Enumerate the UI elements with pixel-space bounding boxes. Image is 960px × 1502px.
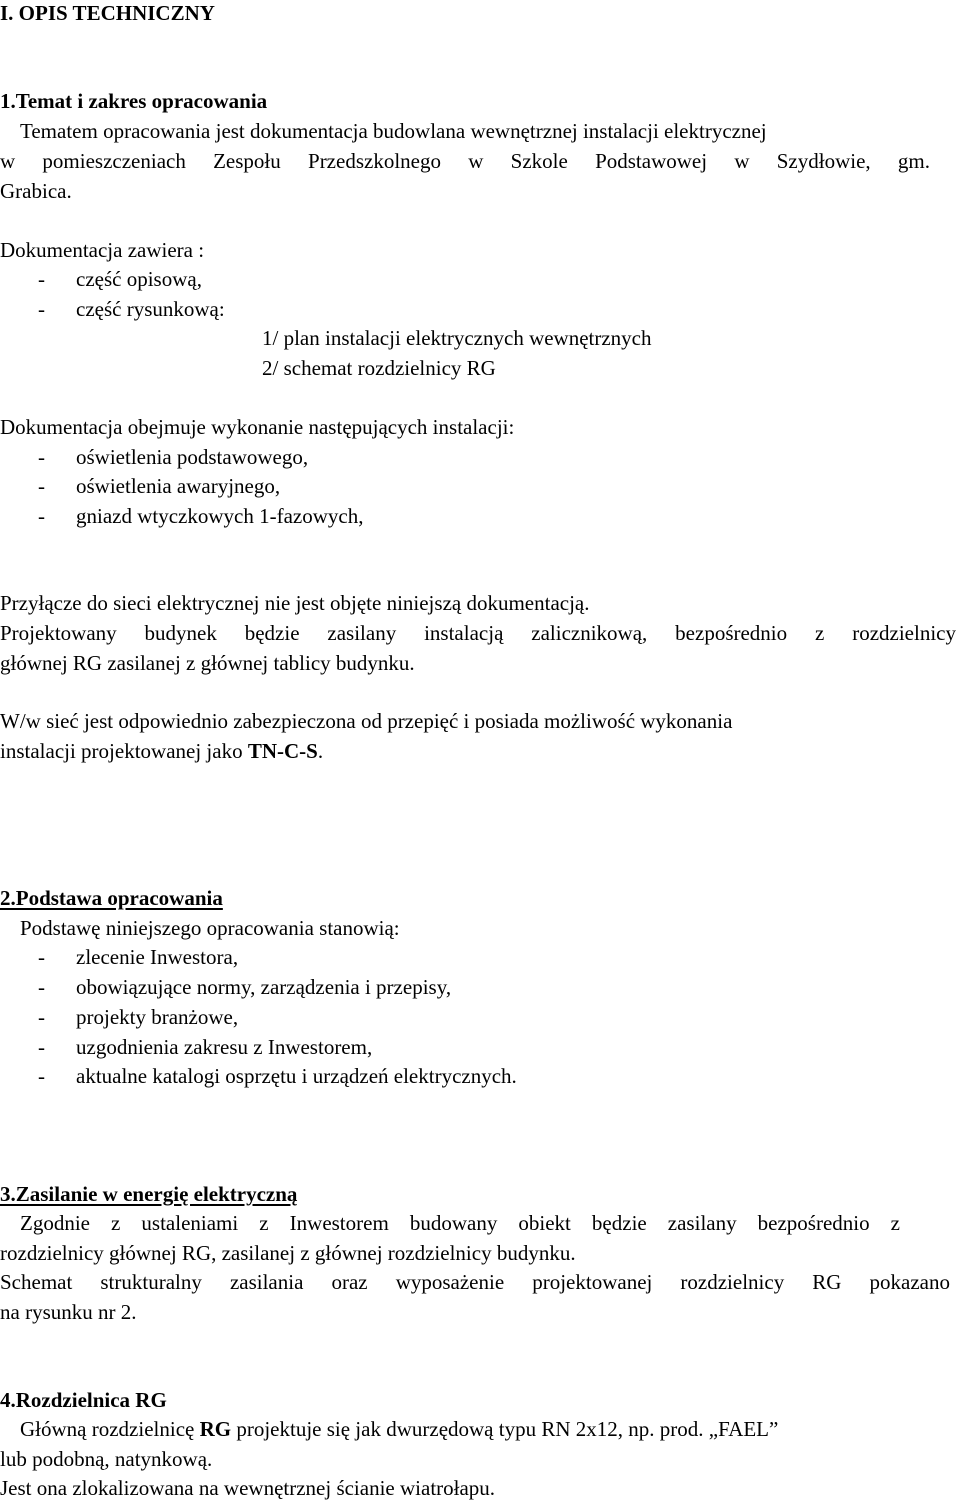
sec4-line-3: Jest ona zlokalizowana na wewnętrznej ścianie wiatrołapu.	[0, 1476, 496, 1500]
sec1-paragraph-line-2: w pomieszczeniach Zespołu Przedszkolnego w Szkole Podstawowej w Szydłowie, gm.	[0, 149, 930, 173]
sec3-line-1: Zgodnie z ustaleniami z Inwestorem budowany obiekt będzie zasilany bezpośrednio z	[20, 1211, 900, 1235]
list-item-text: gniazd wtyczkowych 1-fazowych,	[76, 504, 364, 528]
list-dash: -	[38, 945, 45, 969]
section-2-heading: 2.Podstawa opracowania	[0, 886, 223, 910]
list-dash: -	[38, 1064, 45, 1088]
list-dash: -	[38, 474, 45, 498]
section-1-heading: 1.Temat i zakres opracowania	[0, 89, 268, 113]
sec1-connection-line-1: Przyłącze do sieci elektrycznej nie jest objęte niniejszą dokumentacją.	[0, 591, 590, 615]
sec4-line-1	[20, 1417, 778, 1441]
sec3-line-2: rozdzielnicy głównej RG, zasilanej z głównej rozdzielnicy budynku.	[0, 1241, 576, 1265]
network-text: instalacji projektowanej jako	[0, 739, 248, 763]
contents-intro: Dokumentacja zawiera :	[0, 238, 205, 262]
sec3-line-4: na rysunku nr 2.	[0, 1300, 137, 1324]
list-dash: -	[38, 1005, 45, 1029]
sec1-connection-line-2: Projektowany budynek będzie zasilany instalacją zalicznikową, bezpośrednio z rozdzielnicy	[0, 621, 956, 645]
list-item-text: uzgodnienia zakresu z Inwestorem,	[76, 1035, 373, 1059]
list-item-text: oświetlenia awaryjnego,	[76, 474, 281, 498]
list-dash: -	[38, 975, 45, 999]
sec1-connection-line-3: głównej RG zasilanej z głównej tablicy budynku.	[0, 651, 415, 675]
list-dash: -	[38, 504, 45, 528]
list-item-text: obowiązujące normy, zarządzenia i przepisy,	[76, 975, 452, 999]
network-period: .	[317, 739, 324, 763]
list-dash: -	[38, 1035, 45, 1059]
sec3-line-3: Schemat strukturalny zasilania oraz wyposażenie projektowanej rozdzielnicy RG pokazano	[0, 1270, 950, 1294]
sec1-paragraph-line-1: Tematem opracowania jest dokumentacja budowlana wewnętrznej instalacji elektrycznej	[20, 119, 767, 143]
sec4-line-2: lub podobną, natynkową.	[0, 1447, 213, 1471]
section-3-heading: 3.Zasilanie w energię elektryczną	[0, 1182, 298, 1206]
list-dash: -	[38, 445, 45, 469]
list-dash: -	[38, 297, 45, 321]
network-type: TN-C-S	[247, 739, 318, 763]
list-item-text: oświetlenia podstawowego,	[76, 445, 309, 469]
sec4-text-a: Główną rozdzielnicę	[20, 1417, 200, 1441]
sec2-intro: Podstawę niniejszego opracowania stanowią:	[20, 916, 400, 940]
list-item-text: część rysunkową:	[76, 297, 225, 321]
drawing-item: 2/ schemat rozdzielnicy RG	[262, 356, 496, 380]
document-title: I. OPIS TECHNICZNY	[0, 1, 215, 25]
sec1-network-line-2	[0, 739, 323, 763]
sec1-network-line-1: W/w sieć jest odpowiednio zabezpieczona od przepięć i posiada możliwość wykonania	[0, 709, 733, 733]
list-item-text: część opisową,	[76, 267, 202, 291]
sec4-rg: RG	[199, 1417, 232, 1441]
list-item-text: projekty branżowe,	[76, 1005, 239, 1029]
drawing-item: 1/ plan instalacji elektrycznych wewnętrznych	[262, 326, 652, 350]
section-4-heading: 4.Rozdzielnica RG	[0, 1388, 167, 1412]
list-item-text: zlecenie Inwestora,	[76, 945, 239, 969]
scope-intro: Dokumentacja obejmuje wykonanie następujących instalacji:	[0, 415, 515, 439]
list-item-text: aktualne katalogi osprzętu i urządzeń elektrycznych.	[76, 1064, 517, 1088]
sec1-paragraph-line-3: Grabica.	[0, 179, 72, 203]
sec4-text-b: projektuje się jak dwurzędową typu RN 2x12, np. prod. „FAEL”	[231, 1417, 779, 1441]
list-dash: -	[38, 267, 45, 291]
